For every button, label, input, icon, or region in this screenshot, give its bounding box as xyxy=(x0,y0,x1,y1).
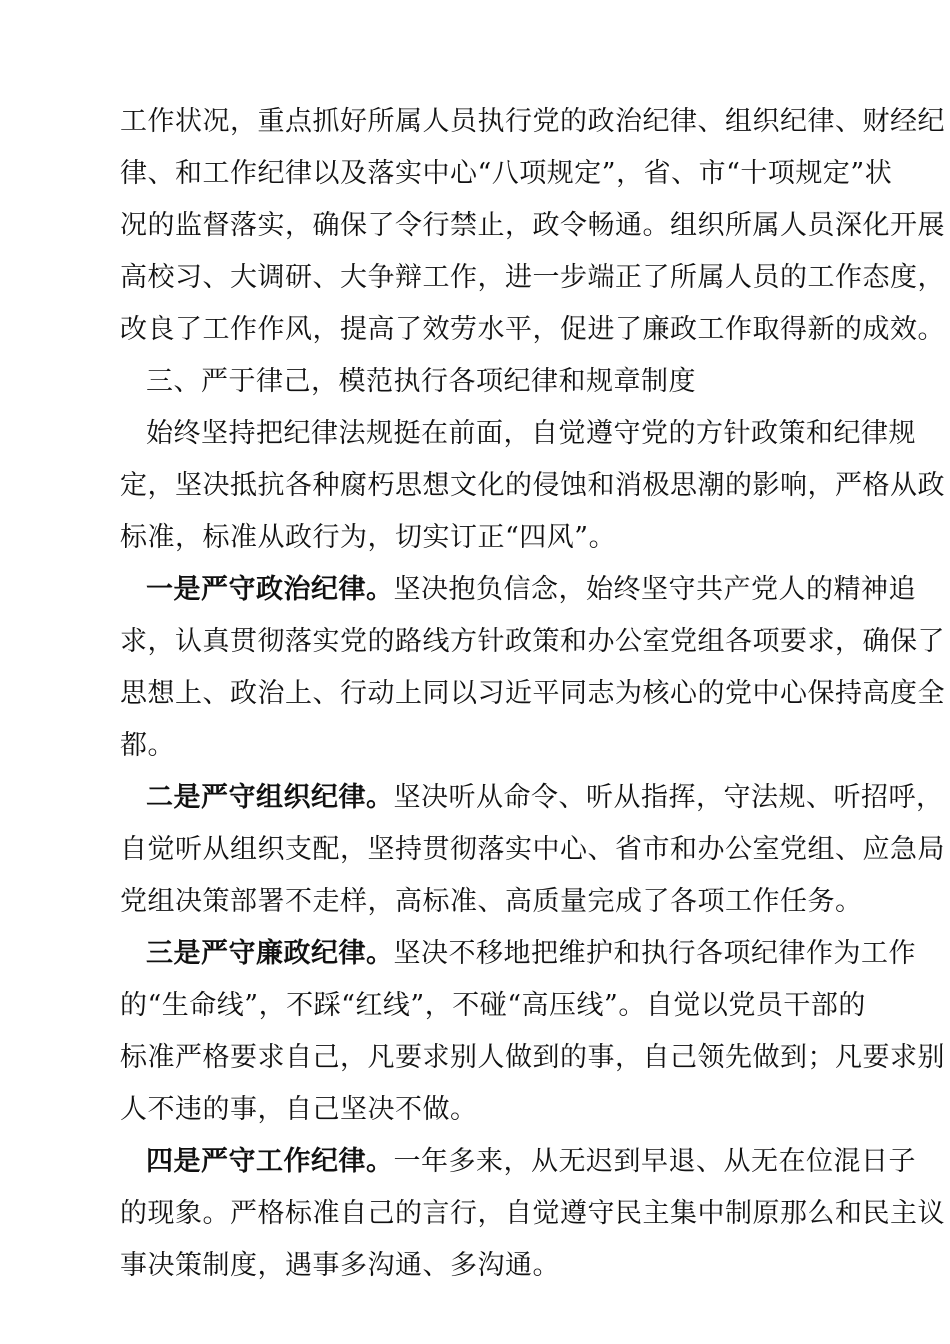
paragraph-line: 标准，标准从政行为，切实订正“四风”。 xyxy=(120,522,617,553)
bold-lead: 一是严守政治纪律。 xyxy=(146,574,394,605)
paragraph-line: 事决策制度，遇事多沟通、多沟通。 xyxy=(120,1250,560,1281)
paragraph-line: 定，坚决抵抗各种腐朽思想文化的侵蚀和消极思潮的影响，严格从政 xyxy=(120,470,945,501)
paragraph-line: 党组决策部署不走样，高标准、高质量完成了各项工作任务。 xyxy=(120,886,863,917)
paragraph-line: 标准严格要求自己，凡要求别人做到的事，自己领先做到；凡要求别 xyxy=(120,1042,945,1073)
paragraph-line: 改良了工作作风，提高了效劳水平，促进了廉政工作取得新的成效。 xyxy=(120,314,945,345)
paragraph-line: 律、和工作纪律以及落实中心“八项规定”，省、市“十项规定”状 xyxy=(120,158,893,189)
paragraph-line: 人不违的事，自己坚决不做。 xyxy=(120,1094,478,1125)
paragraph-line: 自觉听从组织支配，坚持贯彻落实中心、省市和办公室党组、应急局 xyxy=(120,834,945,865)
bold-lead: 三是严守廉政纪律。 xyxy=(146,938,394,969)
paragraph-line: 始终坚持把纪律法规挺在前面，自觉遵守党的方针政策和纪律规 xyxy=(146,418,916,449)
paragraph-text: 坚决听从命令、听从指挥，守法规、听招呼， xyxy=(393,782,944,813)
paragraph-line: 的现象。严格标准自己的言行，自觉遵守民主集中制原那么和民主议 xyxy=(120,1198,945,1229)
bold-lead: 二是严守组织纪律。 xyxy=(146,782,394,813)
paragraph-line: 求，认真贯彻落实党的路线方针政策和办公室党组各项要求，确保了 xyxy=(120,626,945,657)
paragraph-text: 坚决抱负信念，始终坚守共产党人的精神追 xyxy=(393,574,916,605)
paragraph-line-with-lead xyxy=(146,1144,916,1180)
paragraph-line: 况的监督落实，确保了令行禁止，政令畅通。组织所属人员深化开展 xyxy=(120,210,945,241)
paragraph-line: 工作状况，重点抓好所属人员执行党的政治纪律、组织纪律、财经纪 xyxy=(120,106,945,137)
paragraph-line: 的“生命线”，不踩“红线”，不碰“高压线”。自觉以党员干部的 xyxy=(120,990,866,1021)
bold-lead: 四是严守工作纪律。 xyxy=(146,1146,394,1177)
paragraph-line-with-lead xyxy=(146,936,916,972)
paragraph-line: 高校习、大调研、大争辩工作，进一步端正了所属人员的工作态度， xyxy=(120,262,945,293)
paragraph-line-with-lead xyxy=(146,572,916,608)
paragraph-text: 一年多来，从无迟到早退、从无在位混日子 xyxy=(393,1146,916,1177)
paragraph-text: 坚决不移地把维护和执行各项纪律作为工作 xyxy=(393,938,916,969)
paragraph-line: 都。 xyxy=(120,730,175,761)
paragraph-line-with-lead xyxy=(146,780,944,816)
section-heading: 三、严于律己，模范执行各项纪律和规章制度 xyxy=(146,366,696,397)
paragraph-line: 思想上、政治上、行动上同以习近平同志为核心的党中心保持高度全 xyxy=(120,678,945,709)
